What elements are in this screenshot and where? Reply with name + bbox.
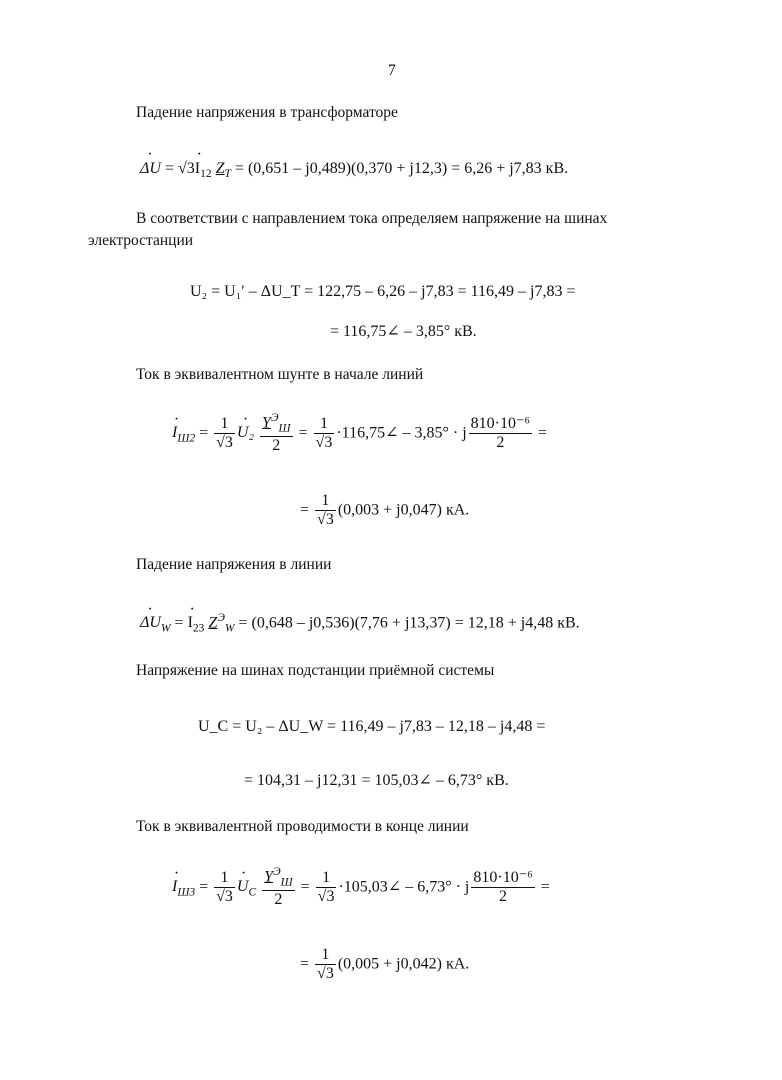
eq6-frac1b xyxy=(316,869,337,907)
equation-substation-voltage-line2: = 104,31 – j12,31 = 105,03∠ – 6,73° кВ. xyxy=(244,772,509,789)
eq3-frac2-den: 2 xyxy=(272,436,281,454)
eq6-mid: ·105,03∠ – 6,73° · j xyxy=(338,878,470,896)
equation-substation-voltage-line1: U_C = U₂ – ΔU_W = 116,49 – j7,83 – 12,18 – j4,48 = xyxy=(198,718,546,735)
eq3-frac3-den: 2 xyxy=(496,434,505,452)
eq6-frac1 xyxy=(214,869,235,907)
eq6-frac2-sub: Ш xyxy=(280,876,293,889)
eq4-impedance-sup: Э xyxy=(217,612,225,624)
eq3-lhs: · I xyxy=(172,424,177,441)
eq6-frac3-den: 2 xyxy=(499,888,508,906)
eq6-eq-end: = xyxy=(536,878,550,896)
eq1-impedance-sub: T xyxy=(224,168,231,181)
eq3-frac1b xyxy=(314,415,335,453)
eq6-frac2 xyxy=(262,866,294,909)
eq6-frac1-den: √3 xyxy=(216,888,233,906)
eq6b-tail: (0,005 + j0,042) кА. xyxy=(337,955,470,973)
eq3-frac2-sup: Э xyxy=(270,412,279,424)
eq3-frac3-num: 810·10⁻⁶ xyxy=(469,415,532,434)
eq3-frac3 xyxy=(469,415,532,453)
eq3-frac1-num: 1 xyxy=(214,415,235,434)
eq3b-frac-num: 1 xyxy=(315,492,336,511)
eq1-current-sub: 12 xyxy=(200,168,212,181)
eq6-frac2-den: 2 xyxy=(274,890,283,908)
eq1-sqrt3: √3 xyxy=(177,160,195,177)
eq4-lhs: · ΔU xyxy=(140,614,161,631)
eq4-current-sub: 23 xyxy=(192,622,205,635)
equation-transformer-drop xyxy=(140,160,568,180)
eq3-frac1b-num: 1 xyxy=(314,415,335,434)
eq3-mid: ·116,75∠ – 3,85° · j xyxy=(336,424,467,442)
eq4-lhs-sub: W xyxy=(160,622,171,635)
eq4-impedance: Z xyxy=(208,614,218,632)
eq6-uc-sub: C xyxy=(248,886,257,899)
eq3-lhs-sub: Ш2 xyxy=(177,432,196,445)
eq6b-eq: = xyxy=(300,955,314,973)
equation-shunt-current-start-line1 xyxy=(172,412,547,455)
paragraph-shunt-current-end: Ток в эквивалентной проводимости в конце линии xyxy=(136,818,469,835)
eq3-eq1: = xyxy=(195,424,213,442)
eq3-eq-end: = xyxy=(534,424,548,442)
eq1-current: · I xyxy=(195,160,200,177)
eq6-frac1b-num: 1 xyxy=(316,869,337,888)
eq3-eq2: = xyxy=(294,424,312,442)
equation-station-voltage-line1: U₂ = U₁′ – ΔU_T = 122,75 – 6,26 – j7,83 = 116,49 – j7,83 = xyxy=(190,283,576,300)
eq6-lhs-sub: Ш3 xyxy=(177,886,196,899)
eq6-frac1-num: 1 xyxy=(214,869,235,888)
eq6-frac1b-den: √3 xyxy=(317,888,335,906)
eq3-frac2-num xyxy=(260,412,292,437)
page-number: 7 xyxy=(388,62,396,79)
eq1-eq: = xyxy=(160,160,178,177)
eq6-frac2-num xyxy=(262,866,294,891)
eq6-lhs: · I xyxy=(172,878,177,895)
eq6-frac3-num: 810·10⁻⁶ xyxy=(471,869,534,888)
equation-shunt-current-end-line2 xyxy=(300,946,469,984)
eq6-frac3 xyxy=(471,869,534,907)
eq6-eq2: = xyxy=(296,878,314,896)
paragraph-shunt-current-start: Ток в эквивалентном шунте в начале линий xyxy=(136,366,424,383)
eq4-rhs: = (0,648 – j0,536)(7,76 + j13,37) = 12,18 + j4,48 кВ. xyxy=(234,614,580,632)
eq3-frac2 xyxy=(260,412,292,455)
eq3-u2: · U₂ xyxy=(237,424,254,441)
eq6-eq1: = xyxy=(195,878,213,896)
eq6b-frac xyxy=(315,946,336,984)
eq6-frac2-y: Y xyxy=(264,868,274,886)
eq3-frac1-den: √3 xyxy=(216,434,233,452)
eq3b-frac-den: √3 xyxy=(317,511,334,529)
equation-shunt-current-end-line1 xyxy=(172,866,550,909)
eq3-frac1 xyxy=(214,415,235,453)
equation-station-voltage-line2: = 116,75∠ – 3,85° кВ. xyxy=(330,323,477,340)
eq4-eq: = xyxy=(170,614,188,632)
eq3-frac2-sub: Ш xyxy=(278,422,291,435)
eq3b-tail: (0,003 + j0,047) кА. xyxy=(337,501,470,519)
paragraph-line-drop: Падение напряжения в линии xyxy=(136,556,332,573)
eq3-frac2-y: Y xyxy=(262,414,271,432)
eq3b-frac xyxy=(315,492,336,530)
eq6-uc: · U xyxy=(237,878,249,895)
eq6b-frac-num: 1 xyxy=(315,946,336,965)
eq6b-frac-den: √3 xyxy=(317,965,334,983)
equation-shunt-current-start-line2 xyxy=(300,492,469,530)
eq6-frac2-sup: Э xyxy=(273,866,281,878)
paragraph-station-voltage: В соответствии с направлением тока определяем напряжение на шинах xyxy=(136,210,608,227)
eq4-current: · I xyxy=(188,614,193,631)
eq4-impedance-sub: W xyxy=(224,622,235,635)
eq1-impedance: Z xyxy=(215,160,225,177)
eq3-frac1b-den: √3 xyxy=(315,434,333,452)
eq1-lhs: · ΔU xyxy=(140,160,161,177)
eq3b-eq: = xyxy=(300,501,314,519)
paragraph-transformer-drop: Падение напряжения в трансформаторе xyxy=(136,104,398,121)
paragraph-substation-voltage: Напряжение на шинах подстанции приёмной системы xyxy=(136,662,495,679)
equation-line-drop xyxy=(140,612,580,635)
eq1-rhs: = (0,651 – j0,489)(0,370 + j12,3) = 6,26 + j7,83 кВ. xyxy=(230,160,569,177)
paragraph-station-voltage-cont: электростанции xyxy=(88,232,194,249)
